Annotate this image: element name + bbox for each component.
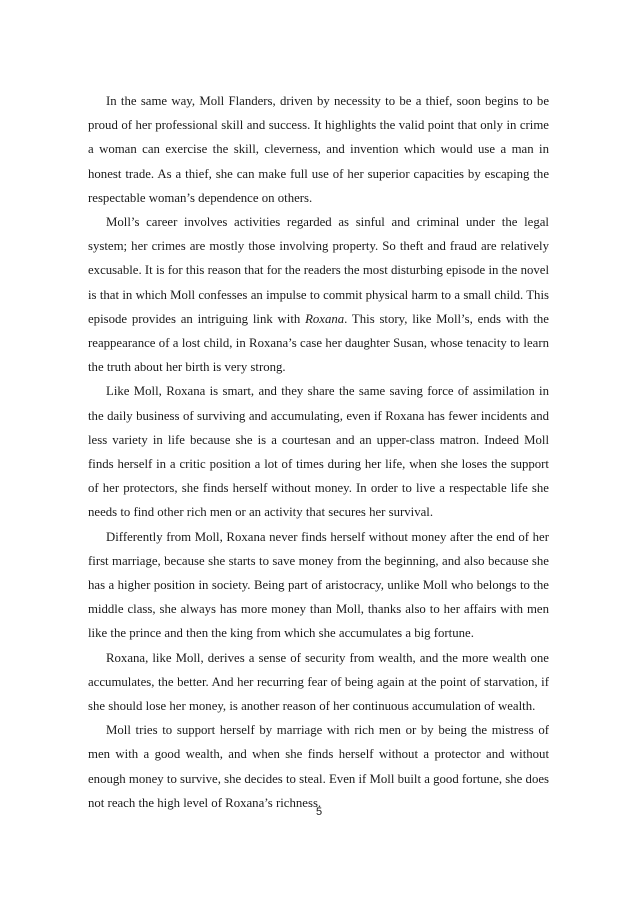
novel-title-roxana: Roxana bbox=[305, 311, 345, 326]
paragraph-3: Like Moll, Roxana is smart, and they share the same saving force of assimilation in the daily business of surviving and accumulating, even if Roxana has fewer incidents and less variety in life because she is a courtesan and an upper-class matron. Indeed Moll finds herself in a critic position a lot of times during her life, when she loses the support of her protectors, she finds herself without money. In order to live a respectable life she needs to find other rich men or an activity that secures her survival. bbox=[88, 384, 549, 520]
paragraph-6: Moll tries to support herself by marriage with rich men or by being the mistress of men with a good wealth, and when she finds herself without a protector and without enough money to survive, she decides to steal. Even if Moll built a good fortune, she does not reach the high level of Roxana’s richness. bbox=[88, 723, 549, 810]
page-number: 5 bbox=[315, 806, 323, 818]
paragraph-2-after-text: . This story, like Moll’s, ends with the reappearance of a lost child, in Roxana’s case her daughter Susan, whose tenacity to learn the truth about her birth is very strong. bbox=[88, 311, 549, 375]
paragraph-2 bbox=[88, 210, 549, 379]
paragraph-5: Roxana, like Moll, derives a sense of security from wealth, and the more wealth one accumulates, the better. And her recurring fear of being again at the point of starvation, if she should lose her money, is another reason of her continuous accumulation of wealth. bbox=[88, 650, 549, 714]
body-text bbox=[88, 89, 549, 815]
paragraph-1: In the same way, Moll Flanders, driven by necessity to be a thief, soon begins to be proud of her professional skill and success. It highlights the valid point that only in crime a woman can exercise the skill, cleverness, and invention which would use a man in honest trade. As a thief, she can make full use of her superior capacities by escaping the respectable woman’s dependence on others. bbox=[88, 94, 549, 205]
paragraph-4: Differently from Moll, Roxana never finds herself without money after the end of her first marriage, because she starts to save money from the beginning, and also because she has a higher position in society. Being part of aristocracy, unlike Moll who belongs to the middle class, she always has more money than Moll, thanks also to her affairs with men like the prince and then the king from which she accumulates a big fortune. bbox=[88, 529, 549, 641]
paragraph-2-before-text: Moll’s career involves activities regarded as sinful and criminal under the legal system; her crimes are mostly those involving property. So theft and fraud are relatively excusable. It is for this reason that for the readers the most disturbing episode in the novel is that in which Moll confesses an impulse to commit physical harm to a small child. This episode provides an intriguing link with bbox=[88, 215, 549, 326]
